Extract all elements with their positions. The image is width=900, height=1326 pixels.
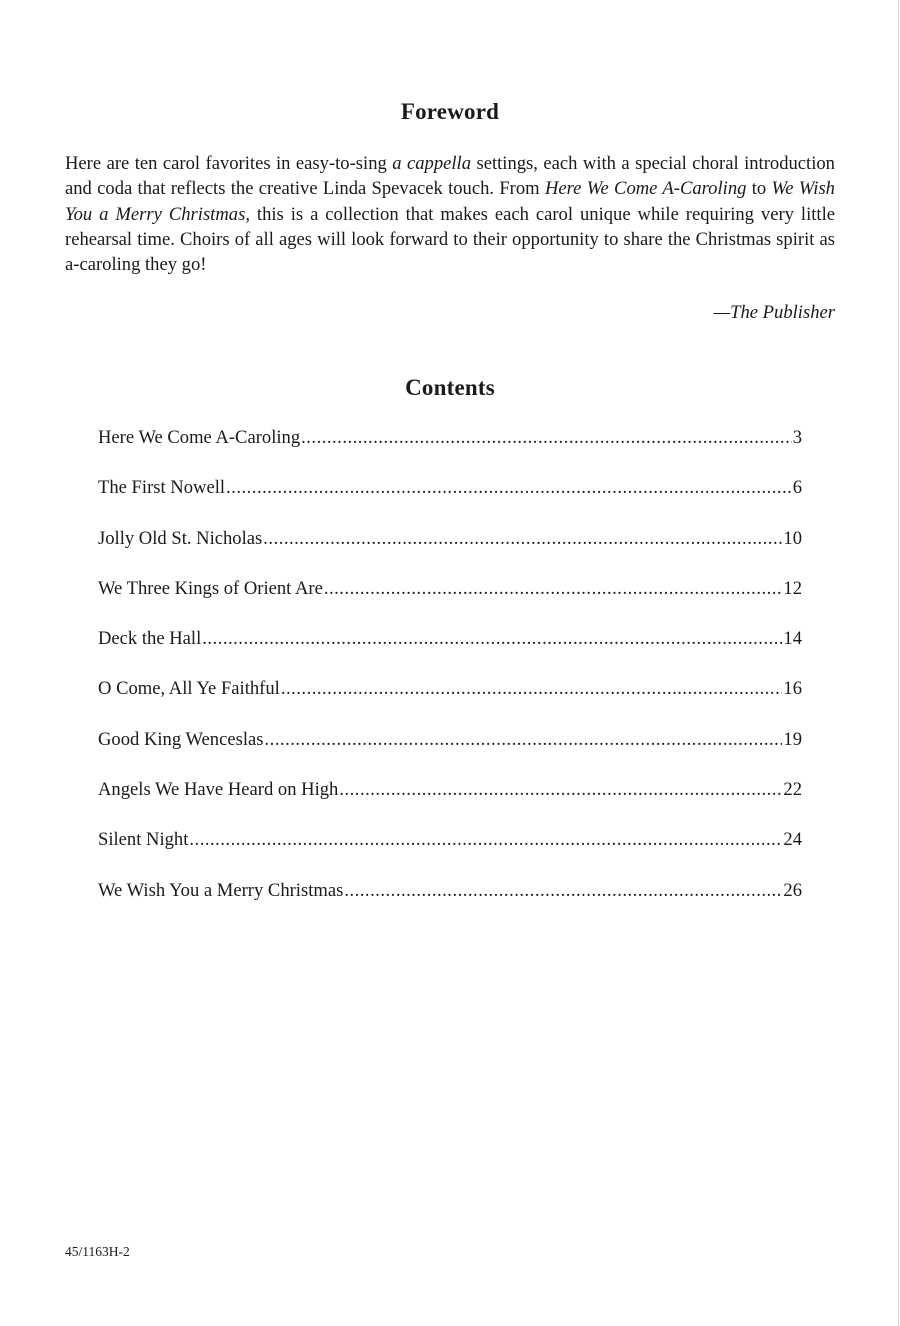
- toc-entry-title: Silent Night: [98, 829, 189, 851]
- foreword-heading: Foreword: [400, 99, 500, 124]
- toc-entry[interactable]: [98, 729, 802, 779]
- toc-entry-page: 24: [783, 829, 802, 851]
- toc-entry-page: 26: [783, 879, 802, 901]
- toc-dot-leader: [301, 427, 792, 449]
- toc-entry[interactable]: [98, 427, 802, 477]
- foreword-italic-a-cappella: a cappella: [392, 153, 472, 174]
- toc-entry-title: Angels We Have Heard on High: [98, 779, 339, 801]
- toc-dot-leader: [226, 477, 792, 499]
- toc-entry-page: 19: [783, 728, 802, 750]
- toc-dot-leader: [344, 880, 782, 902]
- publication-code: 45/1163H-2: [65, 1244, 130, 1259]
- toc-dot-leader: [264, 729, 782, 751]
- toc-entry[interactable]: [98, 678, 802, 728]
- toc-entry-page: 6: [792, 477, 802, 499]
- toc-entry[interactable]: [98, 628, 802, 678]
- toc-dot-leader: [339, 779, 782, 801]
- toc-entry-page: 16: [783, 678, 802, 700]
- foreword-paragraph: [65, 151, 835, 277]
- toc-entry-page: 12: [783, 577, 802, 599]
- toc-entry[interactable]: [98, 880, 802, 930]
- toc-entry-title: Here We Come A-Caroling: [98, 427, 301, 448]
- toc-dot-leader: [324, 578, 783, 600]
- publisher-signature: —The Publisher: [713, 302, 835, 323]
- foreword-text-4: this is a collection that makes each carol unique while requiring very little rehearsal time. Choirs of all ages will look forward to their opportunity to share the Christmas spirit as a-caroling they go!: [65, 203, 835, 276]
- toc-entry[interactable]: [98, 477, 802, 527]
- foreword-italic-last-carol: We Wish You a Merry Christmas,: [65, 178, 835, 225]
- toc-dot-leader: [281, 678, 783, 700]
- toc-dot-leader: [263, 528, 782, 550]
- toc-entry-title: Jolly Old St. Nicholas: [98, 527, 263, 549]
- toc-entry-title: We Three Kings of Orient Are: [98, 577, 323, 599]
- toc-entry-title: Good King Wenceslas: [98, 728, 264, 750]
- contents-heading: Contents: [405, 375, 495, 400]
- toc-entry[interactable]: [98, 528, 802, 578]
- toc-entry-page: 22: [783, 779, 802, 801]
- table-of-contents: [98, 427, 802, 930]
- toc-dot-leader: [189, 829, 782, 851]
- toc-entry[interactable]: [98, 829, 802, 879]
- toc-entry[interactable]: [98, 578, 802, 628]
- foreword-italic-first-carol: Here We Come A-Caroling: [544, 178, 747, 200]
- foreword-text-2: settings, each with a special choral introduction and coda that reflects the creative Linda Spevacek touch. From: [65, 153, 835, 200]
- toc-entry-page: 10: [783, 527, 802, 549]
- toc-dot-leader: [202, 628, 782, 650]
- toc-entry-title: The First Nowell: [98, 477, 226, 499]
- toc-entry-page: 14: [783, 628, 802, 650]
- toc-entry-title: Deck the Hall: [98, 628, 202, 650]
- toc-entry-page: 3: [792, 427, 802, 448]
- foreword-text-3: to: [746, 178, 772, 200]
- toc-entry-title: O Come, All Ye Faithful: [98, 678, 280, 700]
- foreword-text-1: Here are ten carol favorites in easy-to-sing: [65, 153, 393, 174]
- toc-entry[interactable]: [98, 779, 802, 829]
- toc-entry-title: We Wish You a Merry Christmas: [98, 879, 344, 901]
